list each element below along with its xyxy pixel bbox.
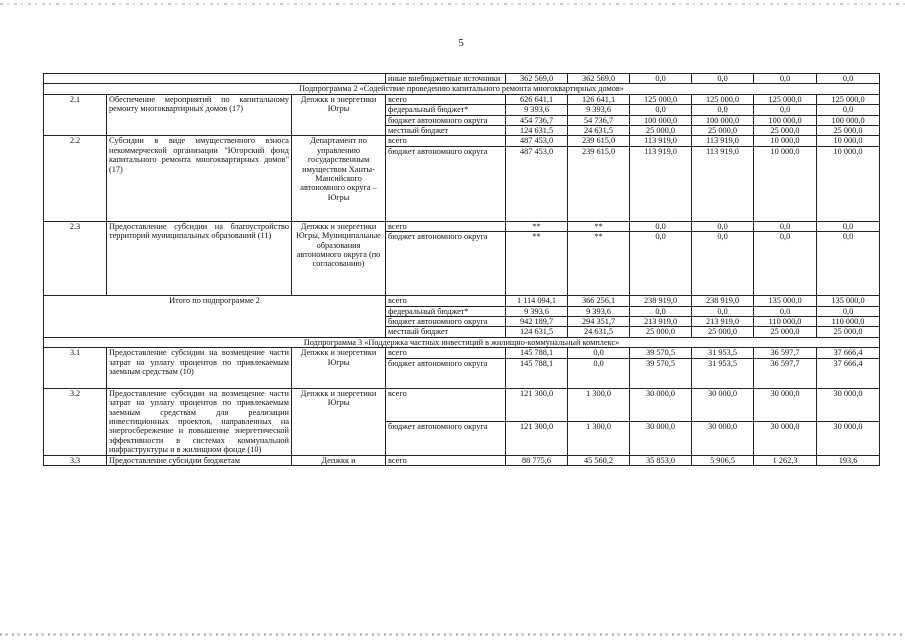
value-cell: 113 919,0	[630, 146, 692, 221]
source-cell: всего	[386, 221, 506, 231]
value-cell: 39 570,5	[630, 348, 692, 358]
value-cell: 125 000,0	[754, 94, 817, 104]
executor-name: Депжкк и энергетики Югры	[292, 94, 386, 136]
source-cell: местный бюджет	[386, 327, 506, 337]
scan-noise-bottom	[0, 633, 905, 636]
value-cell: 124 631,5	[506, 126, 568, 136]
value-cell: 45 560,2	[568, 455, 630, 465]
value-cell: 0,0	[817, 74, 880, 84]
value-cell: 100 000,0	[754, 115, 817, 125]
value-cell: 0,0	[692, 221, 754, 231]
source-cell: федеральный бюджет*	[386, 306, 506, 316]
value-cell: 0,0	[754, 232, 817, 296]
executor-name: Депжкк и энергетики Югры, Муниципальные образования автономного округа (по согласованию)	[292, 221, 386, 295]
value-cell: **	[568, 221, 630, 231]
source-cell: иные внебюджетные источники	[386, 74, 506, 84]
section-header-row	[44, 337, 880, 347]
value-cell: 238 919,0	[630, 296, 692, 306]
table-row	[44, 94, 880, 104]
value-cell: 30 000,0	[630, 388, 692, 421]
source-cell: всего	[386, 94, 506, 104]
activity-name: Предоставление субсидии бюджетам	[107, 455, 292, 465]
source-cell: всего	[386, 388, 506, 421]
value-cell: 30 000,0	[754, 422, 817, 455]
value-cell: 110 000,0	[754, 317, 817, 327]
value-cell: 0,0	[568, 348, 630, 358]
value-cell: 362 569,0	[568, 74, 630, 84]
value-cell: 0,0	[754, 306, 817, 316]
scan-noise-top	[0, 3, 905, 5]
source-cell: местный бюджет	[386, 126, 506, 136]
executor-name: Депжкк и энергетики Югры	[292, 388, 386, 455]
activity-name: Обеспечение мероприятий по капитальному ремонту многоквартирных домов (17)	[107, 94, 292, 136]
value-cell: 30 000,0	[630, 422, 692, 455]
source-cell: всего	[386, 296, 506, 306]
value-cell: 0,0	[568, 358, 630, 388]
value-cell: 113 919,0	[630, 136, 692, 146]
value-cell: 124 631,5	[506, 327, 568, 337]
value-cell: 25 000,0	[817, 126, 880, 136]
value-cell: 1 300,0	[568, 388, 630, 421]
value-cell: 25 000,0	[692, 327, 754, 337]
value-cell: 100 000,0	[692, 115, 754, 125]
value-cell: 10 000,0	[817, 136, 880, 146]
value-cell: 294 351,7	[568, 317, 630, 327]
value-cell: 145 788,1	[506, 348, 568, 358]
value-cell: 0,0	[692, 306, 754, 316]
table-row	[44, 74, 880, 84]
activity-name: Предоставление субсидии на благоустройство территорий муниципальных образований (11)	[107, 221, 292, 295]
value-cell: 10 000,0	[754, 136, 817, 146]
table-row	[44, 296, 880, 306]
table-row	[44, 455, 880, 465]
source-cell: всего	[386, 455, 506, 465]
subprogram-2-title: Подпрограмма 2 «Содействие проведению капитального ремонта многоквартирных домов»	[44, 84, 880, 94]
value-cell: 37 666,4	[817, 358, 880, 388]
value-cell: 239 615,0	[568, 136, 630, 146]
row-number: 3.3	[44, 455, 107, 465]
table-row	[44, 348, 880, 358]
value-cell: 113 919,0	[692, 136, 754, 146]
value-cell: 30 000,0	[817, 388, 880, 421]
row-number: 3.2	[44, 388, 107, 455]
value-cell: 0,0	[817, 105, 880, 115]
value-cell: 25 000,0	[630, 327, 692, 337]
value-cell: 54 736,7	[568, 115, 630, 125]
value-cell: 9 393,6	[568, 105, 630, 115]
value-cell: 0,0	[630, 74, 692, 84]
section-header-row	[44, 84, 880, 94]
value-cell: 135 000,0	[754, 296, 817, 306]
value-cell: 0,0	[754, 105, 817, 115]
source-cell: бюджет автономного округа	[386, 232, 506, 296]
value-cell: 10 000,0	[754, 146, 817, 221]
value-cell: 0,0	[817, 232, 880, 296]
value-cell: 942 189,7	[506, 317, 568, 327]
value-cell: 39 570,5	[630, 358, 692, 388]
row-number: 2.3	[44, 221, 107, 295]
value-cell: 5 906,5	[692, 455, 754, 465]
value-cell: 35 853,0	[630, 455, 692, 465]
value-cell: 30 000,0	[692, 422, 754, 455]
value-cell: 30 000,0	[817, 422, 880, 455]
empty-cell	[44, 74, 386, 84]
value-cell: 145 788,1	[506, 358, 568, 388]
value-cell: 9 393,6	[506, 306, 568, 316]
source-cell: всего	[386, 136, 506, 146]
source-cell: бюджет автономного округа	[386, 146, 506, 221]
value-cell: 213 919,0	[630, 317, 692, 327]
value-cell: 1 300,0	[568, 422, 630, 455]
value-cell: 100 000,0	[630, 115, 692, 125]
source-cell: федеральный бюджет*	[386, 105, 506, 115]
source-cell: бюджет автономного округа	[386, 422, 506, 455]
value-cell: 135 000,0	[817, 296, 880, 306]
value-cell: 110 000,0	[817, 317, 880, 327]
value-cell: 24 631,5	[568, 126, 630, 136]
table-row	[44, 221, 880, 231]
value-cell: 0,0	[630, 221, 692, 231]
value-cell: 31 953,5	[692, 348, 754, 358]
budget-table	[43, 73, 880, 466]
row-number: 3.1	[44, 348, 107, 388]
value-cell: 0,0	[754, 221, 817, 231]
value-cell: 0,0	[630, 232, 692, 296]
row-number: 2.2	[44, 136, 107, 221]
table-row	[44, 136, 880, 146]
value-cell: 0,0	[692, 232, 754, 296]
page-number: 5	[458, 37, 464, 49]
value-cell: 30 000,0	[692, 388, 754, 421]
executor-name: Департамент по управлению государственным имуществом Ханты-Мансийского автономного округа – Югры	[292, 136, 386, 221]
value-cell: 0,0	[692, 74, 754, 84]
value-cell: 24 631,5	[568, 327, 630, 337]
value-cell: 362 569,0	[506, 74, 568, 84]
value-cell: 0,0	[630, 105, 692, 115]
value-cell: 239 615,0	[568, 146, 630, 221]
value-cell: 125 000,0	[692, 94, 754, 104]
value-cell: 30 000,0	[754, 388, 817, 421]
executor-name: Депжкк и	[292, 455, 386, 465]
value-cell: 25 000,0	[630, 126, 692, 136]
source-cell: всего	[386, 348, 506, 358]
value-cell: 25 000,0	[817, 327, 880, 337]
value-cell: 238 919,0	[692, 296, 754, 306]
source-cell: бюджет автономного округа	[386, 317, 506, 327]
value-cell: 113 919,0	[692, 146, 754, 221]
value-cell: 487 453,0	[506, 146, 568, 221]
value-cell: 31 953,5	[692, 358, 754, 388]
value-cell: 37 666,4	[817, 348, 880, 358]
value-cell: 121 300,0	[506, 422, 568, 455]
source-cell: бюджет автономного округа	[386, 358, 506, 388]
value-cell: 626 641,1	[506, 94, 568, 104]
value-cell: 0,0	[817, 221, 880, 231]
value-cell: 100 000,0	[817, 115, 880, 125]
value-cell: **	[506, 221, 568, 231]
value-cell: 9 393,6	[506, 105, 568, 115]
value-cell: 487 453,0	[506, 136, 568, 146]
value-cell: 0,0	[754, 74, 817, 84]
value-cell: 1 262,3	[754, 455, 817, 465]
value-cell: 25 000,0	[692, 126, 754, 136]
value-cell: **	[506, 232, 568, 296]
value-cell: 36 597,7	[754, 348, 817, 358]
value-cell: 121 300,0	[506, 388, 568, 421]
value-cell: 25 000,0	[754, 126, 817, 136]
activity-name: Предоставление субсидии на возмещение части затрат на уплату процентов по привлекаемым заемным средствам для реализации инвестиционных проектов, направленных на энергосбережение и повышение энергетической эффективности в системах коммунальной инфраструктуры и в жилищном фонде (10)	[107, 388, 292, 455]
value-cell: 9 393,6	[568, 306, 630, 316]
value-cell: 10 000,0	[817, 146, 880, 221]
value-cell: **	[568, 232, 630, 296]
value-cell: 126 641,1	[568, 94, 630, 104]
activity-name: Субсидии в виде имущественного взноса некоммерческой организации "Югорский фонд капитального ремонта многоквартирных домов" (17)	[107, 136, 292, 221]
value-cell: 0,0	[630, 306, 692, 316]
value-cell: 193,6	[817, 455, 880, 465]
value-cell: 366 256,1	[568, 296, 630, 306]
activity-name: Предоставление субсидии на возмещение части затрат на уплату процентов по привлекаемым заемным средствам (10)	[107, 348, 292, 388]
value-cell: 0,0	[817, 306, 880, 316]
row-number: 2.1	[44, 94, 107, 136]
value-cell: 0,0	[692, 105, 754, 115]
value-cell: 36 597,7	[754, 358, 817, 388]
value-cell: 125 000,0	[630, 94, 692, 104]
executor-name: Депжкк и энергетики Югры	[292, 348, 386, 388]
table-row	[44, 388, 880, 421]
value-cell: 88 775,6	[506, 455, 568, 465]
value-cell: 125 000,0	[817, 94, 880, 104]
value-cell: 454 736,7	[506, 115, 568, 125]
value-cell: 1 114 094,1	[506, 296, 568, 306]
subtotal-label: Итого по подпрограмме 2	[44, 296, 386, 338]
subprogram-3-title: Подпрограмма 3 «Поддержка частных инвестиций в жилищно-коммунальный комплекс»	[44, 337, 880, 347]
value-cell: 213 919,0	[692, 317, 754, 327]
source-cell: бюджет автономного округа	[386, 115, 506, 125]
value-cell: 25 000,0	[754, 327, 817, 337]
